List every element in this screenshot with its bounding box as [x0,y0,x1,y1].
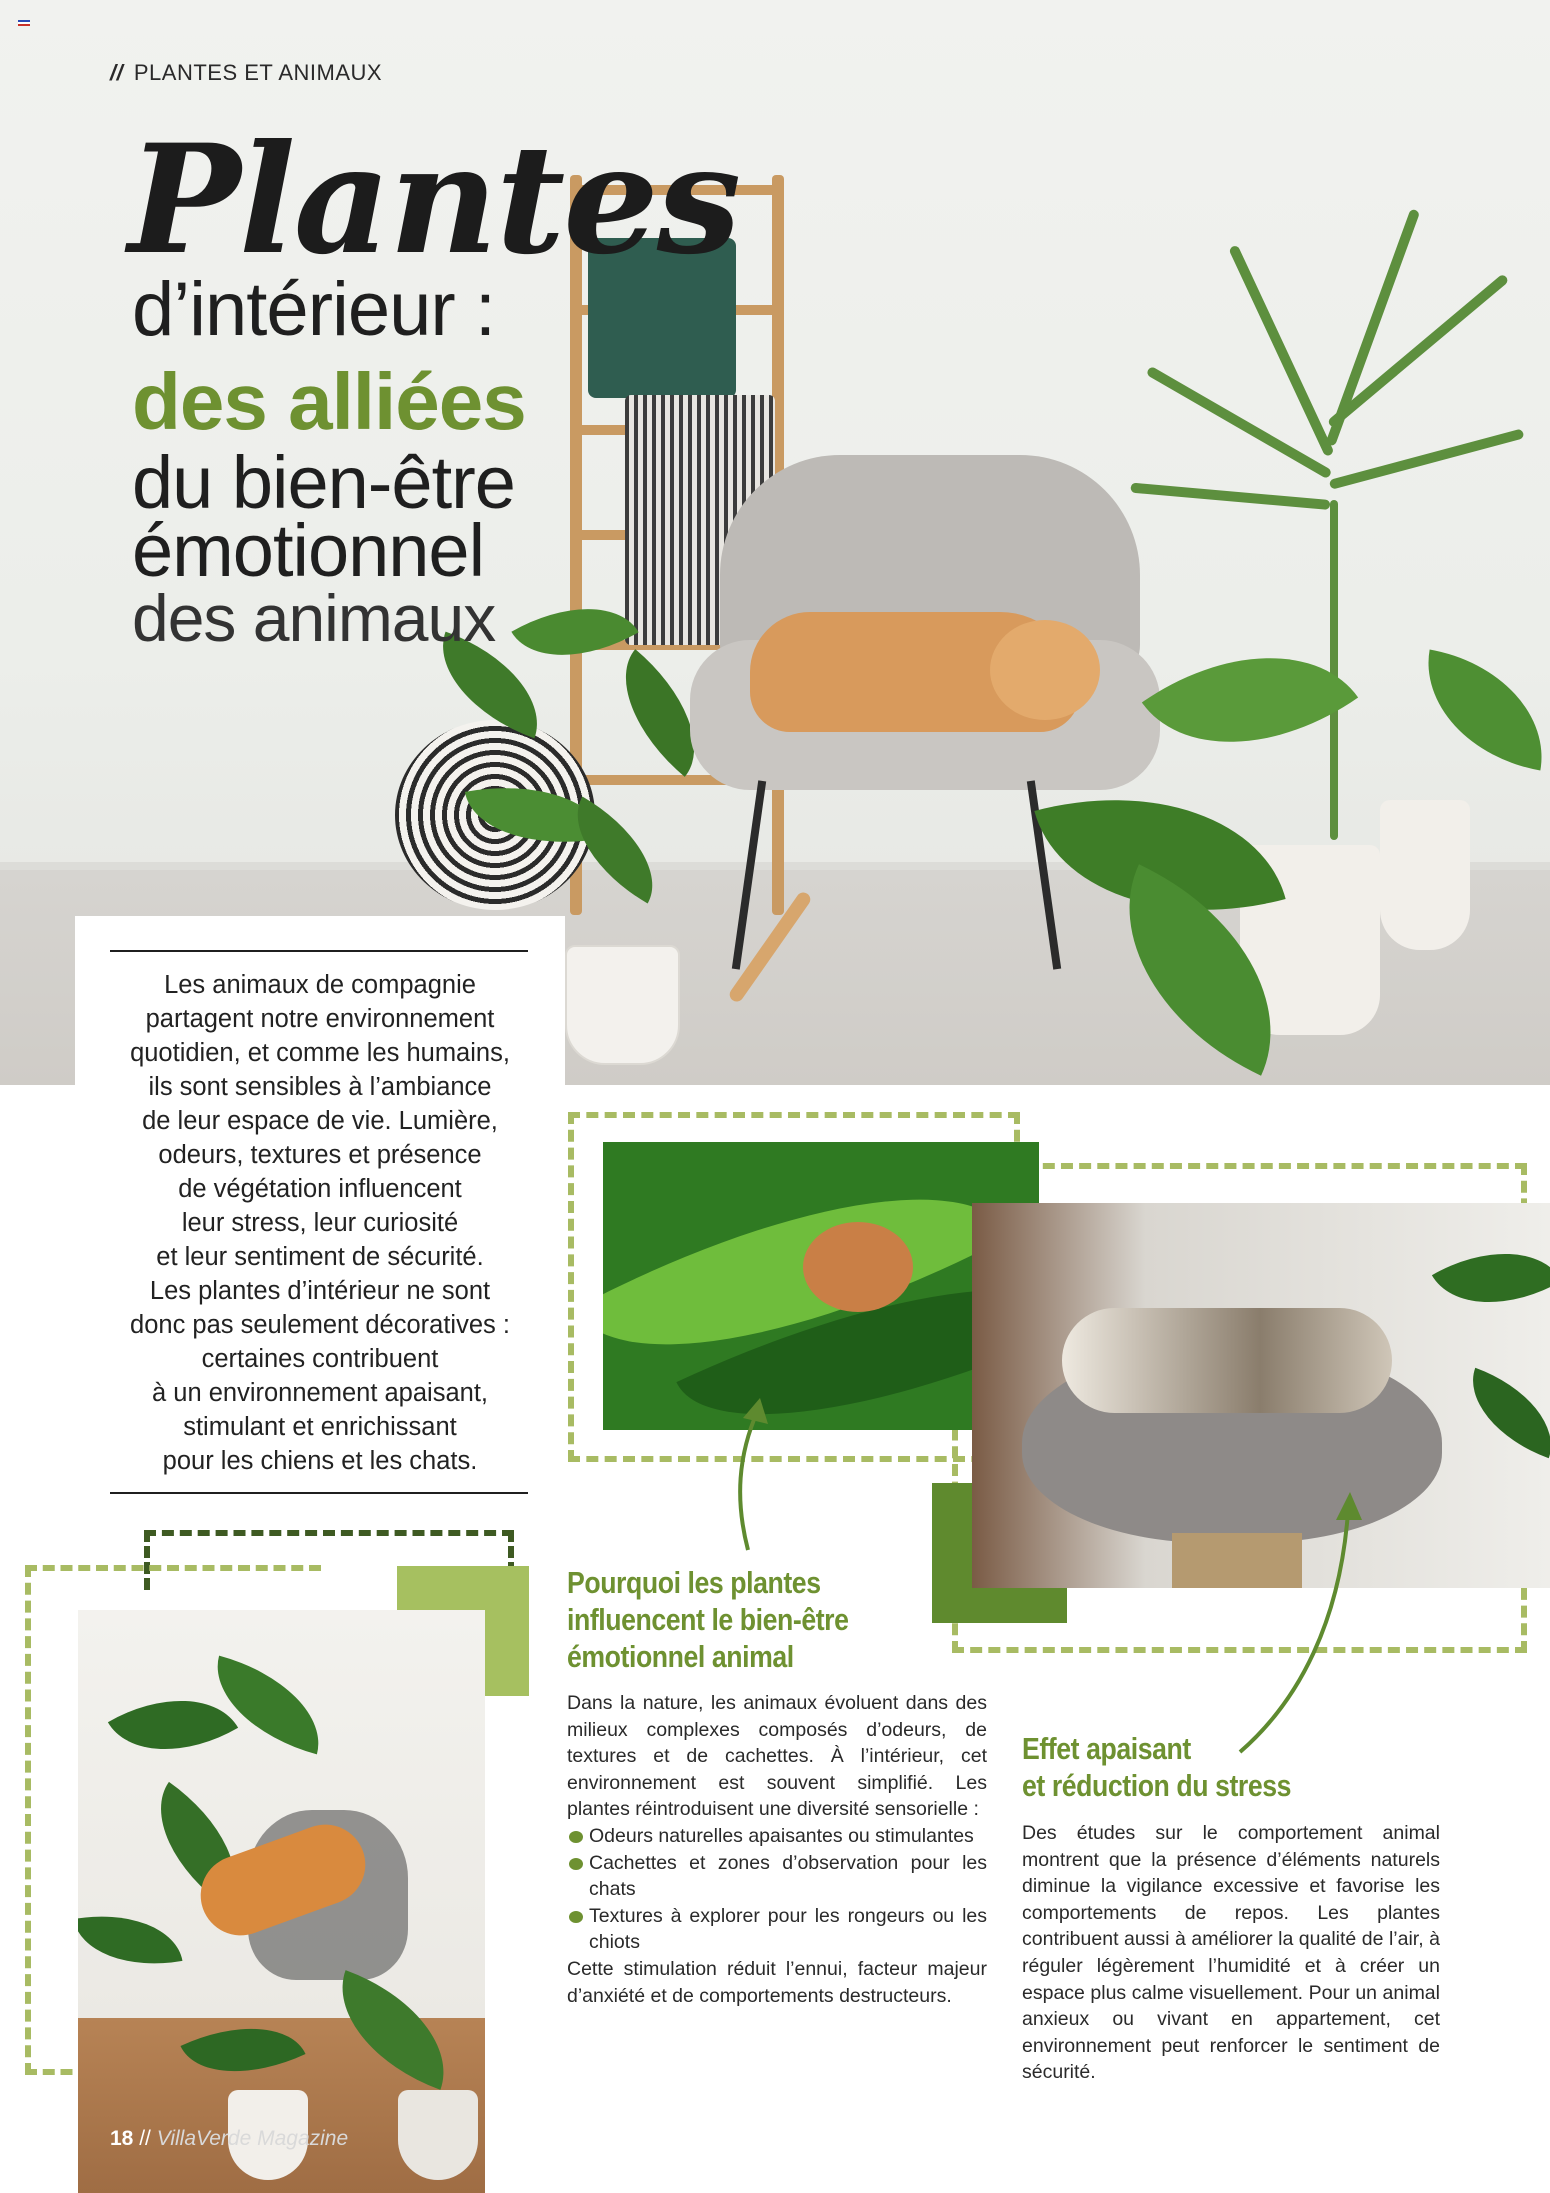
intro-line: pour les chiens et les chats. [162,1447,478,1475]
section-label: PLANTES ET ANIMAUX [133,60,383,85]
intro-line: de leur espace de vie. Lumière, [142,1107,498,1135]
title-line-5: des animaux [132,581,496,655]
intro-rule-top [110,950,528,952]
intro-line: de végétation influencent [178,1175,462,1203]
palm-frond [1329,428,1525,489]
article1-outro: Cette stimulation réduit l’ennui, facteur majeur d’anxiété et de comportements destructeurs. [567,1957,987,2007]
palm-frond [1130,483,1330,510]
leaf [108,1667,238,1783]
section-slashes: // [110,60,124,85]
intro-line: à un environnement apaisant, [152,1379,488,1407]
intro-line: donc pas seulement décoratives : [130,1311,510,1339]
leaf [180,2000,305,2101]
intro-line: partagent notre environnement [145,1005,495,1033]
title-line-1: d’intérieur : [132,267,495,352]
article2-body [1022,1820,1440,2086]
photo-cat-in-bed [972,1203,1550,1588]
rope-post [1172,1533,1302,1588]
article2-title-line: Effet apaisant [1022,1731,1191,1766]
section-tag [110,60,382,86]
article2-title-line: et réduction du stress [1022,1768,1292,1803]
leaf [201,1656,335,1755]
cat-face [803,1222,913,1312]
title-script: Plantes [128,112,740,288]
monstera-leaf [1142,599,1358,801]
intro-line: Les animaux de compagnie [164,971,476,999]
palm-stem [1330,500,1338,840]
bullet-item: Cachettes et zones d’observation pour les chats [567,1850,987,1903]
palm-frond [1325,208,1420,446]
article1-body [567,1690,987,2009]
leaf [78,1902,182,1978]
article1-bullet-list [567,1823,987,1956]
plant-pot-far-right [1380,800,1470,950]
sleeping-cat [1062,1308,1392,1413]
intro-line: stimulant et enrichissant [183,1413,457,1441]
intro-line: Les plantes d’intérieur ne sont [149,1277,491,1305]
plant-pot-left [565,945,680,1065]
intro-line: odeurs, textures et présence [158,1141,482,1169]
article1-title-line: influencent le bien-être [567,1602,849,1637]
leaf [318,1970,468,2090]
title-line-2-highlight: des alliées [132,357,526,446]
page-footer [110,2127,348,2151]
photo-cat-among-plants [78,1610,485,2193]
article1-intro: Dans la nature, les animaux évoluent dans des milieux complexes composés d’odeurs, de textures et de cachettes. À l’intérieur, cet environnement est souvent simplifié. Les plantes réintroduisent une diversité sensorielle : [567,1692,987,1821]
magazine-name: VillaVerde Magazine [156,2127,349,2150]
palm-frond [1146,366,1333,480]
intro-line: certaines contribuent [201,1345,439,1373]
dog-head [990,620,1100,720]
monstera-leaf [1412,649,1550,770]
intro-line: ils sont sensibles à l’ambiance [148,1073,492,1101]
intro-text [105,968,535,1478]
article1-title-line: émotionnel animal [567,1639,794,1674]
bullet-item: Odeurs naturelles apaisantes ou stimulantes [567,1823,987,1850]
plant-pot [398,2090,478,2180]
intro-rule-bottom [110,1492,528,1494]
footer-slashes: // [139,2127,151,2150]
article1-title-line: Pourquoi les plantes [567,1565,821,1600]
leaf [1455,1368,1550,1459]
intro-line: leur stress, leur curiosité [181,1209,459,1237]
palm-frond [1327,273,1510,429]
leaf [1432,1220,1550,1336]
title-line-4: émotionnel [132,509,485,592]
intro-line: et leur sentiment de sécurité. [156,1243,484,1271]
intro-line: quotidien, et comme les humains, [130,1039,510,1067]
page-number: 18 [110,2127,134,2150]
flag-mark [18,20,30,26]
article1-title [567,1564,894,1675]
article2-text: Des études sur le comportement animal montrent que la présence d’éléments naturels diminue la vigilance excessive et favorise les comportements de repos. Les plantes contribuent aussi à améliorer la qualité de l’air, à réguler légèrement l’humidité et à créer un espace plus calme visuellement. Pour un animal anxieux ou vivant en appartement, cet environnement peut renforcer le sentiment de sécurité. [1022,1822,1440,2084]
title-line-3: du bien-être [132,441,515,524]
bullet-item: Textures à explorer pour les rongeurs ou les chiots [567,1903,987,1956]
article2-title [1022,1730,1349,1804]
